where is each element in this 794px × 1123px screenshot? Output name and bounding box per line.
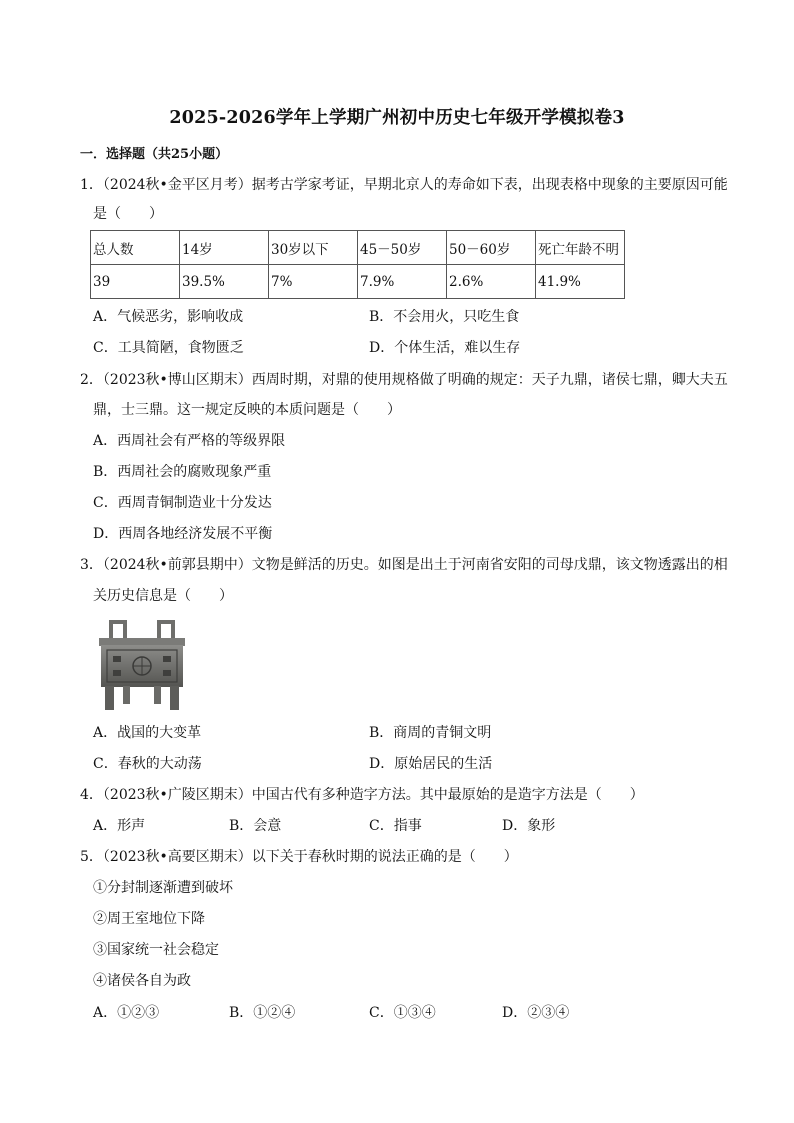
q5-stem: 5．（2023秋•高要区期末）以下关于春秋时期的说法正确的是（ ） bbox=[80, 849, 518, 865]
table-cell: 39 bbox=[91, 265, 180, 299]
q4-option-b: B．会意 bbox=[229, 818, 282, 834]
q3-option-c: C．春秋的大动荡 bbox=[93, 756, 202, 772]
q1-stem-line2: 是（ ） bbox=[93, 206, 163, 222]
q1-option-c: C．工具简陋，食物匮乏 bbox=[93, 340, 244, 356]
q5-option-b: B．①②④ bbox=[229, 1005, 296, 1021]
q5-option-c: C．①③④ bbox=[369, 1005, 436, 1021]
q2-option-b: B．西周社会的腐败现象严重 bbox=[93, 464, 272, 480]
table-header-cell: 14岁 bbox=[180, 231, 269, 265]
q2-stem-line1: 2．（2023秋•博山区期末）西周时期，对鼎的使用规格做了明确的规定：天子九鼎，诸侯七鼎，卿大夫五 bbox=[80, 372, 728, 388]
table-row bbox=[91, 265, 625, 299]
q3-option-a: A．战国的大变革 bbox=[93, 725, 202, 741]
q2-stem-line2: 鼎，士三鼎。这一规定反映的本质问题是（ ） bbox=[93, 402, 401, 418]
table-cell: 41.9% bbox=[536, 265, 625, 299]
table-header-cell: 死亡年龄不明 bbox=[536, 231, 625, 265]
q1-option-b: B．不会用火，只吃生食 bbox=[369, 309, 520, 325]
q4-stem: 4．（2023秋•广陵区期末）中国古代有多种造字方法。其中最原始的是造字方法是（ ） bbox=[80, 787, 644, 803]
table-header-cell: 30岁以下 bbox=[269, 231, 358, 265]
q5-statement-3: ③国家统一社会稳定 bbox=[93, 942, 219, 958]
q5-statement-2: ②周王室地位下降 bbox=[93, 911, 205, 927]
q3-option-d: D．原始居民的生活 bbox=[369, 756, 493, 772]
q1-option-a: A．气候恶劣，影响收成 bbox=[93, 309, 244, 325]
q4-option-c: C．指事 bbox=[369, 818, 422, 834]
simuwu-ding-image bbox=[93, 616, 191, 714]
section-heading: 一．选择题（共25小题） bbox=[80, 147, 229, 162]
q4-option-a: A．形声 bbox=[93, 818, 146, 834]
table-cell: 2.6% bbox=[447, 265, 536, 299]
q2-option-c: C．西周青铜制造业十分发达 bbox=[93, 495, 272, 511]
q3-option-b: B．商周的青铜文明 bbox=[369, 725, 492, 741]
lifespan-table bbox=[90, 230, 625, 299]
table-cell: 7.9% bbox=[358, 265, 447, 299]
table-cell: 39.5% bbox=[180, 265, 269, 299]
q3-stem-line1: 3．（2024秋•前郭县期中）文物是鲜活的历史。如图是出土于河南省安阳的司母戊鼎，该文物透露出的相 bbox=[80, 557, 728, 573]
table-row bbox=[91, 231, 625, 265]
table-cell: 7% bbox=[269, 265, 358, 299]
q5-option-a: A．①②③ bbox=[93, 1005, 160, 1021]
q3-stem-line2: 关历史信息是（ ） bbox=[93, 588, 233, 604]
exam-title: 2025-2026学年上学期广州初中历史七年级开学模拟卷3 bbox=[169, 108, 625, 128]
q1-stem-line1: 1．（2024秋•金平区月考）据考古学家考证，早期北京人的寿命如下表，出现表格中现象的主要原因可能 bbox=[80, 177, 728, 193]
table-header-cell: 45－50岁 bbox=[358, 231, 447, 265]
q5-statement-1: ①分封制逐渐遭到破坏 bbox=[93, 880, 233, 896]
q1-option-d: D．个体生活，难以生存 bbox=[369, 340, 521, 356]
q2-option-d: D．西周各地经济发展不平衡 bbox=[93, 526, 273, 542]
table-header-cell: 50－60岁 bbox=[447, 231, 536, 265]
table-header-cell: 总人数 bbox=[91, 231, 180, 265]
q5-statement-4: ④诸侯各自为政 bbox=[93, 973, 191, 989]
q2-option-a: A．西周社会有严格的等级界限 bbox=[93, 433, 286, 449]
q5-option-d: D．②③④ bbox=[502, 1005, 570, 1021]
q4-option-d: D．象形 bbox=[502, 818, 556, 834]
